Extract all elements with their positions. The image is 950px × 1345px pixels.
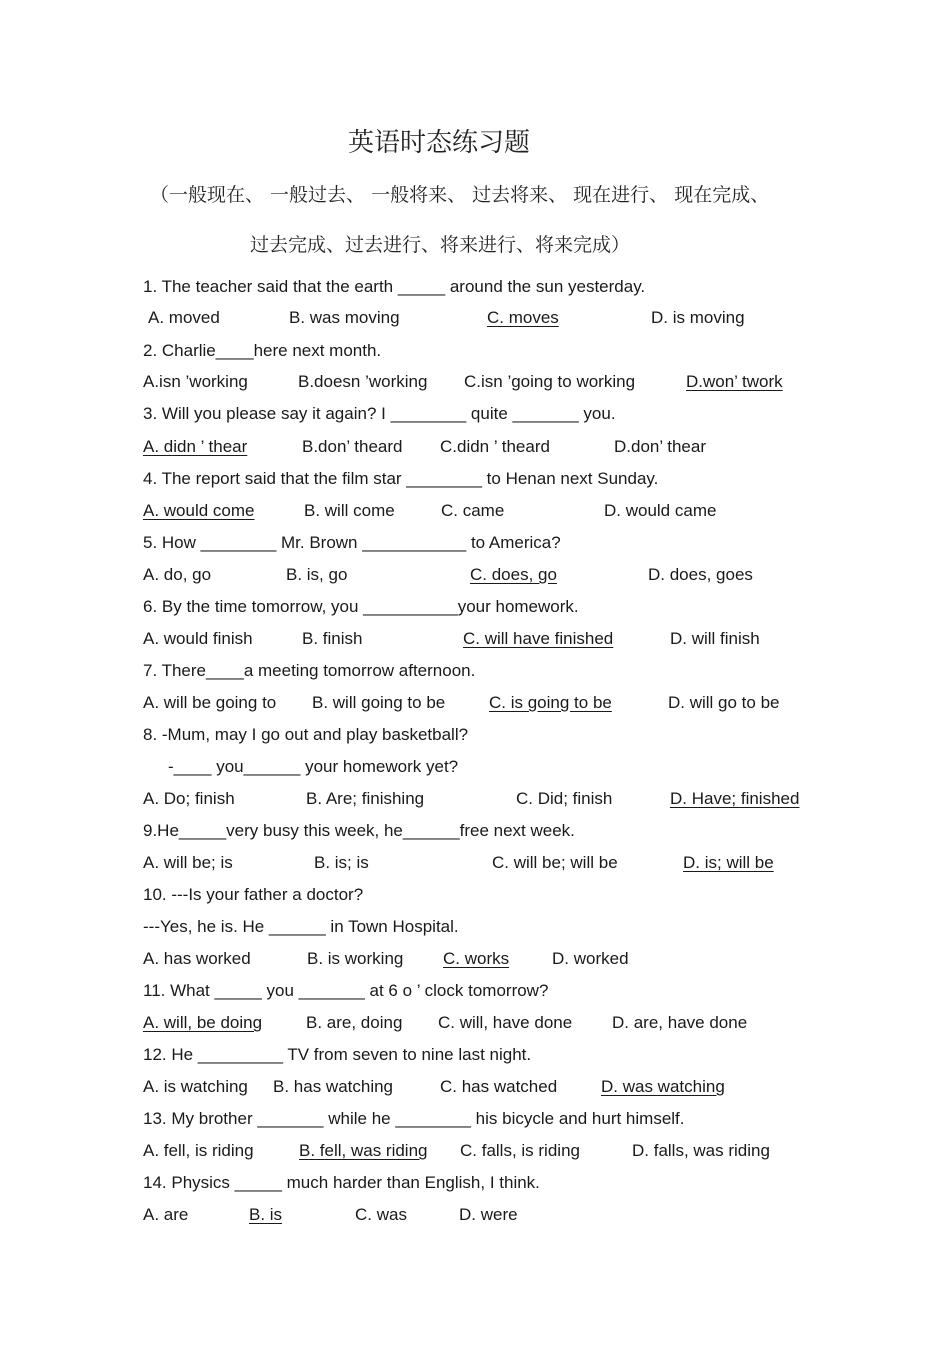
question-6-option-d: D. will finish bbox=[670, 629, 760, 648]
question-14-option-c: C. was bbox=[355, 1205, 407, 1224]
question-11-option-a-answer: A. will, be doing bbox=[143, 1013, 263, 1032]
question-12-option-c: C. has watched bbox=[440, 1077, 558, 1096]
question-4-option-a-answer: A. would come bbox=[143, 501, 255, 520]
question-14-option-d: D. were bbox=[459, 1205, 518, 1224]
question-10-option-a: A. has worked bbox=[143, 949, 251, 968]
question-3-option-d: D.don’ thear bbox=[614, 437, 706, 456]
question-13-stem: 13. My brother _______ while he ________ his bicycle and hurt himself. bbox=[143, 1109, 685, 1128]
question-10-stem-line-2: ---Yes, he is. He ______ in Town Hospital. bbox=[143, 917, 459, 936]
question-1-option-b: B. was moving bbox=[289, 308, 400, 327]
question-10-stem: 10. ---Is your father a doctor? bbox=[143, 885, 364, 904]
question-6-option-c-answer: C. will have finished bbox=[463, 629, 614, 648]
question-10-option-c-answer: C. works bbox=[443, 949, 510, 968]
page-title: 英语时态练习题 bbox=[347, 128, 530, 158]
question-4-stem: 4. The report said that the film star ________ to Henan next Sunday. bbox=[143, 469, 659, 488]
question-6-option-a: A. would finish bbox=[143, 629, 253, 648]
question-7-stem: 7. There____a meeting tomorrow afternoon. bbox=[143, 661, 476, 680]
question-5-option-a: A. do, go bbox=[143, 565, 212, 584]
question-2-stem: 2. Charlie____here next month. bbox=[143, 341, 382, 360]
subtitle-line-1: （一般现在、 一般过去、 一般将来、 过去将来、 现在进行、 现在完成、 bbox=[150, 184, 770, 206]
question-2-option-d-answer: D.won’ twork bbox=[686, 372, 783, 391]
question-14-stem: 14. Physics _____ much harder than English, I think. bbox=[143, 1173, 540, 1192]
question-9-option-a: A. will be; is bbox=[143, 853, 233, 872]
question-3-stem: 3. Will you please say it again? I ________ quite _______ you. bbox=[143, 404, 616, 423]
question-10-option-d: D. worked bbox=[552, 949, 629, 968]
question-12-stem: 12. He _________ TV from seven to nine last night. bbox=[143, 1045, 532, 1064]
question-13-option-b-answer: B. fell, was riding bbox=[299, 1141, 428, 1160]
question-3-option-c: C.didn ’ theard bbox=[440, 437, 550, 456]
question-5-option-d: D. does, goes bbox=[648, 565, 753, 584]
question-11-option-c: C. will, have done bbox=[438, 1013, 573, 1032]
question-10-option-b: B. is working bbox=[307, 949, 404, 968]
question-11-option-d: D. are, have done bbox=[612, 1013, 748, 1032]
question-9-option-d-answer: D. is; will be bbox=[683, 853, 774, 872]
question-9-stem: 9.He_____very busy this week, he______free next week. bbox=[143, 821, 575, 840]
question-7-option-c-answer: C. is going to be bbox=[489, 693, 612, 712]
question-8-stem: 8. -Mum, may I go out and play basketball? bbox=[143, 725, 469, 744]
question-2-option-b: B.doesn ’working bbox=[298, 372, 428, 391]
question-9-option-c: C. will be; will be bbox=[492, 853, 618, 872]
subtitle-line-2: 过去完成、过去进行、将来进行、将来完成） bbox=[250, 234, 631, 256]
question-14-option-b-answer: B. is bbox=[249, 1205, 283, 1224]
question-8-stem-line-2: -____ you______ your homework yet? bbox=[168, 757, 459, 776]
question-12-option-d-answer: D. was watching bbox=[601, 1077, 725, 1096]
question-3-option-a-answer: A. didn ’ thear bbox=[143, 437, 248, 456]
question-4-option-d: D. would came bbox=[604, 501, 717, 520]
question-8-option-d-answer: D. Have; finished bbox=[670, 789, 800, 808]
question-1-stem: 1. The teacher said that the earth _____ around the sun yesterday. bbox=[143, 277, 646, 296]
question-13-option-d: D. falls, was riding bbox=[632, 1141, 770, 1160]
question-2-option-a: A.isn ’working bbox=[143, 372, 248, 391]
question-4-option-c: C. came bbox=[441, 501, 505, 520]
question-8-option-c: C. Did; finish bbox=[516, 789, 613, 808]
question-12-option-b: B. has watching bbox=[273, 1077, 394, 1096]
question-5-option-c-answer: C. does, go bbox=[470, 565, 557, 584]
question-13-option-c: C. falls, is riding bbox=[460, 1141, 580, 1160]
question-11-stem: 11. What _____ you _______ at 6 o ’ clock tomorrow? bbox=[143, 981, 549, 1000]
question-8-option-a: A. Do; finish bbox=[143, 789, 235, 808]
question-1-option-a: A. moved bbox=[148, 308, 220, 327]
question-9-option-b: B. is; is bbox=[314, 853, 369, 872]
question-6-stem: 6. By the time tomorrow, you __________your homework. bbox=[143, 597, 579, 616]
question-11-option-b: B. are, doing bbox=[306, 1013, 403, 1032]
question-7-option-b: B. will going to be bbox=[312, 693, 446, 712]
question-6-option-b: B. finish bbox=[302, 629, 363, 648]
question-2-option-c: C.isn ’going to working bbox=[464, 372, 636, 391]
question-1-option-d: D. is moving bbox=[651, 308, 745, 327]
question-14-option-a: A. are bbox=[143, 1205, 189, 1224]
question-4-option-b: B. will come bbox=[304, 501, 395, 520]
question-7-option-a: A. will be going to bbox=[143, 693, 277, 712]
question-5-stem: 5. How ________ Mr. Brown ___________ to America? bbox=[143, 533, 561, 552]
question-13-option-a: A. fell, is riding bbox=[143, 1141, 254, 1160]
question-1-option-c-answer: C. moves bbox=[487, 308, 559, 327]
question-8-option-b: B. Are; finishing bbox=[306, 789, 425, 808]
question-5-option-b: B. is, go bbox=[286, 565, 348, 584]
question-3-option-b: B.don’ theard bbox=[302, 437, 403, 456]
question-12-option-a: A. is watching bbox=[143, 1077, 248, 1096]
question-7-option-d: D. will go to be bbox=[668, 693, 780, 712]
